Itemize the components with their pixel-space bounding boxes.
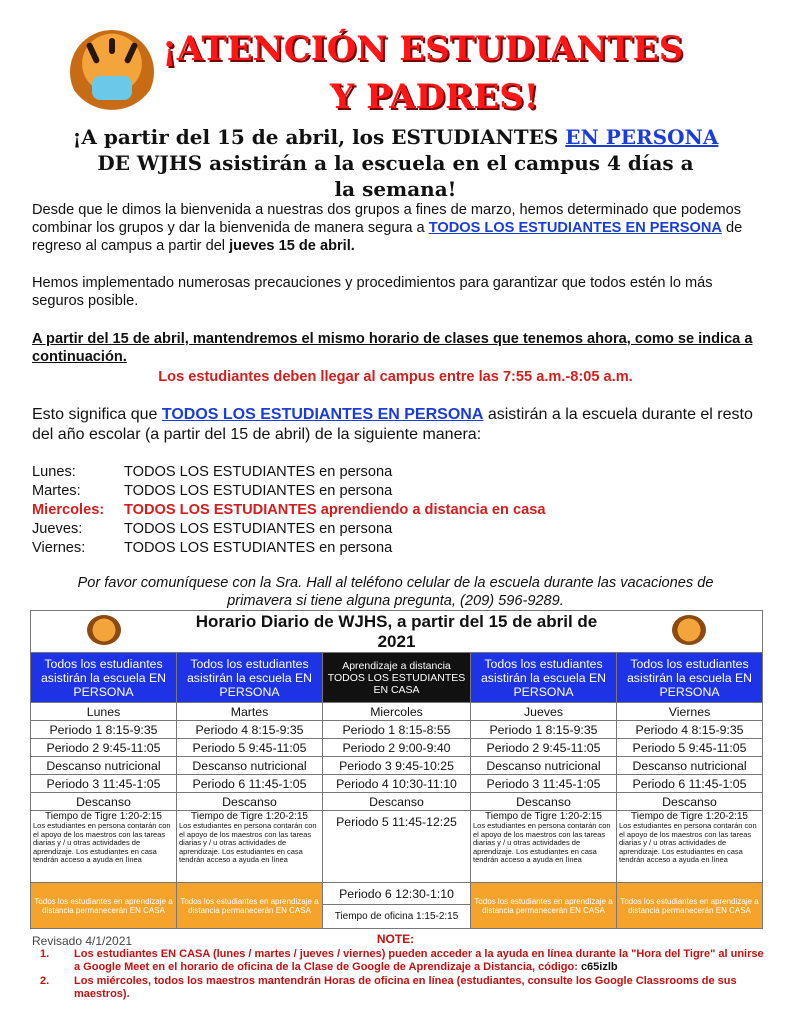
tiger-time-cell: Tiempo de Tigre 1:20-2:15 Los estudiantes en persona contarán con el apoyo de los maestros con las tareas diarias y / u otras actividades de aprendizaje. Los estudiantes en casa tendrán acceso a ayuda en línea [177, 811, 323, 883]
header-in-person: Todos los estudiantes asistirán la escuela EN PERSONA [471, 653, 617, 703]
header-distance: Aprendizaje a distancia TODOS LOS ESTUDIANTES EN CASA [323, 653, 471, 703]
period-cell: Periodo 1 8:15-9:35 [31, 721, 177, 739]
period-cell: Periodo 6 11:45-1:05 [617, 775, 763, 793]
subtitle-link[interactable]: EN PERSONA [565, 125, 719, 149]
period-cell: Periodo 6 11:45-1:05 [177, 775, 323, 793]
header-in-person: Todos los estudiantes asistirán la escuela EN PERSONA [31, 653, 177, 703]
tiger-logo-left [31, 611, 177, 653]
tiger-time-cell: Tiempo de Tigre 1:20-2:15 Los estudiantes en persona contarán con el apoyo de los maestros con las tareas diarias y / u otras actividades de aprendizaje. Los estudiantes en casa tendrán acceso a ayuda en línea [617, 811, 763, 883]
tiger-time-cell: Tiempo de Tigre 1:20-2:15 Los estudiantes en persona contarán con el apoyo de los maestros con las tareas diarias y / u otras actividades de aprendizaje. Los estudiantes en casa tendrán acceso a ayuda en línea [471, 811, 617, 883]
period-cell: Periodo 4 8:15-9:35 [617, 721, 763, 739]
all-students-link-2[interactable]: TODOS LOS ESTUDIANTES EN PERSONA [161, 406, 484, 423]
home-note: Todos los estudiantes en aprendizaje a distancia permanecerán EN CASA [617, 883, 763, 929]
period-cell: Periodo 2 9:45-11:05 [471, 739, 617, 757]
revised-date: Revisado 4/1/2021 [32, 934, 133, 948]
contact-info: Por favor comuníquese con la Sra. Hall al teléfono celular de la escuela durante las vacaciones de primavera si tiene alguna pregunta, (209) 596-9289. [77, 575, 714, 609]
days-list [32, 463, 760, 558]
home-note: Todos los estudiantes en aprendizaje a distancia permanecerán EN CASA [31, 883, 177, 929]
period-cell: Periodo 3 9:45-10:25 [323, 757, 471, 775]
day-header: Martes [177, 703, 323, 721]
header-in-person: Todos los estudiantes asistirán la escuela EN PERSONA [177, 653, 323, 703]
period-cell: Periodo 3 11:45-1:05 [31, 775, 177, 793]
period-cell: Periodo 3 11:45-1:05 [471, 775, 617, 793]
intro-paragraph-1: Desde que le dimos la bienvenida a nuestras dos grupos a fines de marzo, hemos determinado que podemos combinar los grupos y dar la bienvenida de manera segura a TODOS LOS ESTUDIANTES EN PERSONA de regreso al campus a partir del jueves 15 de abril. [32, 202, 743, 254]
day-header: Viernes [617, 703, 763, 721]
period-cell: Periodo 1 8:15-9:35 [471, 721, 617, 739]
schedule-notice: A partir del 15 de abril, mantendremos el mismo horario de clases que tenemos ahora, como se indica a continuación. [32, 331, 753, 365]
home-note: Todos los estudiantes en aprendizaje a distancia permanecerán EN CASA [177, 883, 323, 929]
period-cell: Periodo 5 9:45-11:05 [177, 739, 323, 757]
title-line-2: Y PADRES! [330, 77, 539, 117]
day-row: Martes: TODOS LOS ESTUDIANTES en persona [32, 483, 393, 499]
period-cell: Periodo 5 9:45-11:05 [617, 739, 763, 757]
wed-period-5: Periodo 5 11:45-12:25 [323, 811, 471, 883]
subtitle: ¡A partir del 15 de abril, los ESTUDIANTES EN PERSONA DE WJHS asistirán a la escuela en el campus 4 días a la semana! [72, 125, 719, 201]
period-cell: Descanso nutricional [471, 757, 617, 775]
day-header: Miercoles [323, 703, 471, 721]
schedule-title: Horario Diario de WJHS, a partir del 15 de abril de 2021 [177, 611, 617, 653]
home-note: Todos los estudiantes en aprendizaje a distancia permanecerán EN CASA [471, 883, 617, 929]
tiger-time-cell: Tiempo de Tigre 1:20-2:15 Los estudiantes en persona contarán con el apoyo de los maestros con las tareas diarias y / u otras actividades de aprendizaje. Los estudiantes en casa tendrán acceso a ayuda en línea [31, 811, 177, 883]
break-cell: Descanso [31, 793, 177, 811]
tiger-logo-right [617, 611, 763, 653]
tiger-mask-logo [70, 30, 154, 114]
day-row: Viernes: TODOS LOS ESTUDIANTES en persona [32, 540, 393, 556]
note-item-1: 1. Los estudiantes EN CASA (lunes / martes / jueves / viernes) pueden acceder a la ayuda en línea durante la "Hora del Tigre" al unirse a Google Meet en el horario de oficina de la Clase de Google de Aprendizaje a Distancia, código: c65izlb [40, 948, 764, 973]
break-cell: Descanso [177, 793, 323, 811]
intro-paragraph-5: Esto significa que TODOS LOS ESTUDIANTES EN PERSONA asistirán a la escuela durante el resto del año escolar (a partir del 15 de abril) de la siguiente manera: [32, 406, 753, 443]
period-cell: Descanso nutricional [177, 757, 323, 775]
period-cell: Descanso nutricional [31, 757, 177, 775]
break-cell: Descanso [617, 793, 763, 811]
break-cell: Descanso [471, 793, 617, 811]
note-title: NOTE: [376, 932, 415, 946]
day-header: Jueves [471, 703, 617, 721]
day-row-wednesday: Miercoles: TODOS LOS ESTUDIANTES aprendiendo a distancia en casa [32, 502, 546, 518]
all-students-link-1[interactable]: TODOS LOS ESTUDIANTES EN PERSONA [428, 220, 722, 236]
period-cell: Periodo 4 8:15-9:35 [177, 721, 323, 739]
day-row: Jueves: TODOS LOS ESTUDIANTES en persona [32, 521, 393, 537]
day-row: Lunes: TODOS LOS ESTUDIANTES en persona [32, 464, 393, 480]
wed-office-hours: Tiempo de oficina 1:15-2:15 [323, 905, 471, 929]
schedule-table [30, 610, 763, 929]
arrival-time: Los estudiantes deben llegar al campus entre las 7:55 a.m.-8:05 a.m. [158, 369, 633, 385]
wed-period-6: Periodo 6 12:30-1:10 [323, 883, 471, 905]
period-cell: Descanso nutricional [617, 757, 763, 775]
period-cell: Periodo 1 8:15-8:55 [323, 721, 471, 739]
note-item-2: 2. Los miércoles, todos los maestros mantendrán Horas de oficina en línea (estudiantes, consulte los Google Classrooms de sus maestros). [40, 975, 737, 1000]
period-cell: Periodo 2 9:45-11:05 [31, 739, 177, 757]
period-cell: Periodo 2 9:00-9:40 [323, 739, 471, 757]
day-header: Lunes [31, 703, 177, 721]
header-in-person: Todos los estudiantes asistirán la escuela EN PERSONA [617, 653, 763, 703]
intro-paragraph-2: Hemos implementado numerosas precauciones y procedimientos para garantizar que todos estén lo más seguros posible. [32, 275, 713, 309]
title-line-1: ¡ATENCIÓN ESTUDIANTES [162, 29, 684, 69]
period-cell: Periodo 4 10:30-11:10 [323, 775, 471, 793]
break-cell: Descanso [323, 793, 471, 811]
